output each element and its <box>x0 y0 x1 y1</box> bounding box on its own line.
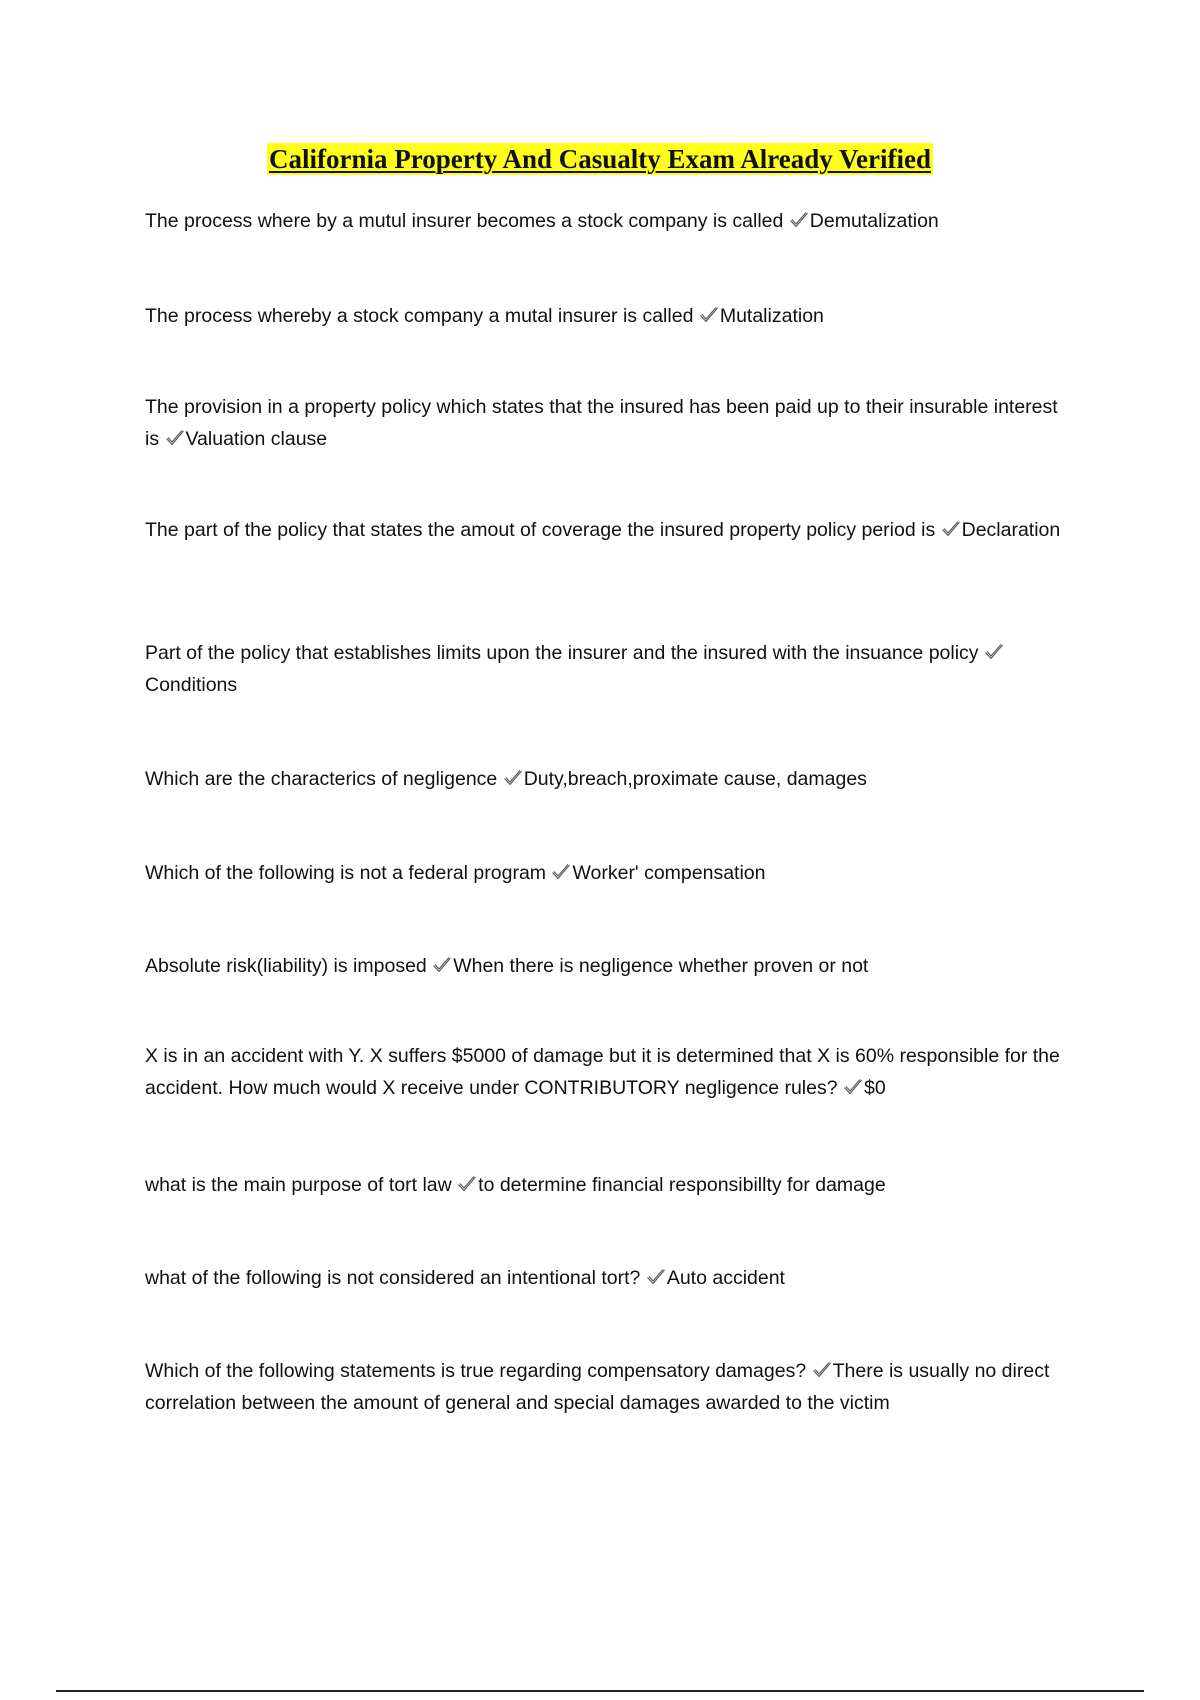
answer-text: There is usually no direct correlation between the amount of general and special damages awarded to the victim <box>145 1360 1050 1414</box>
question-text: The process whereby a stock company a mutal insurer is called <box>145 305 699 327</box>
answer-text: Declaration <box>961 519 1061 541</box>
qa-item <box>145 950 1070 982</box>
answer-text: When there is negligence whether proven or not <box>453 955 869 977</box>
answer-text: Worker' compensation <box>572 862 766 884</box>
question-text: Part of the policy that establishes limits upon the insurer and the insured with the insuance policy <box>145 642 984 664</box>
question-text: Which of the following statements is true regarding compensatory damages? <box>145 1360 812 1382</box>
qa-item <box>145 637 1070 701</box>
answer-text: Auto accident <box>666 1267 785 1289</box>
answer-text: Duty,breach,proximate cause, damages <box>523 768 867 790</box>
check-mark-icon <box>432 956 452 974</box>
qa-item <box>145 1169 1070 1201</box>
answer-text: $0 <box>864 1077 886 1099</box>
check-mark-icon <box>812 1361 832 1379</box>
footer-divider <box>56 1690 1144 1692</box>
question-text: Which of the following is not a federal program <box>145 862 552 884</box>
answer-text: Mutalization <box>719 305 824 327</box>
check-mark-icon <box>843 1078 863 1096</box>
check-mark-icon <box>789 211 809 229</box>
question-text: The process where by a mutul insurer becomes a stock company is called <box>145 210 789 232</box>
answer-text: to determine financial responsibillty for damage <box>478 1174 886 1196</box>
qa-item <box>145 763 1070 795</box>
question-text: X is in an accident with Y. X suffers $5000 of damage but it is determined that X is 60% responsible for the accident. How much would X receive under CONTRIBUTORY negligence rules? <box>145 1045 1060 1099</box>
answer-text: Conditions <box>145 674 238 696</box>
question-text: what of the following is not considered an intentional tort? <box>145 1267 646 1289</box>
document-title: California Property And Casualty Exam Already Verified <box>268 144 931 174</box>
check-mark-icon <box>457 1175 477 1193</box>
check-mark-icon <box>646 1268 666 1286</box>
question-text: The provision in a property policy which states that the insured has been paid up to their insurable interest is <box>145 396 1058 450</box>
qa-item <box>145 1355 1070 1419</box>
question-text: The part of the policy that states the amout of coverage the insured property policy period is <box>145 519 941 541</box>
check-mark-icon <box>984 643 1004 661</box>
qa-item <box>145 1262 1070 1294</box>
qa-item <box>145 300 1070 332</box>
check-mark-icon <box>503 769 523 787</box>
check-mark-icon <box>551 863 571 881</box>
qa-item <box>145 1040 1070 1104</box>
check-mark-icon <box>941 520 961 538</box>
qa-item <box>145 514 1070 546</box>
question-text: Absolute risk(liability) is imposed <box>145 955 433 977</box>
qa-item <box>145 205 1070 237</box>
answer-text: Valuation clause <box>185 428 328 450</box>
answer-text: Demutalization <box>809 210 939 232</box>
title-container <box>0 143 1200 175</box>
qa-item <box>145 857 1070 889</box>
qa-item <box>145 391 1070 455</box>
question-text: what is the main purpose of tort law <box>145 1174 458 1196</box>
question-text: Which are the characterics of negligence <box>145 768 503 790</box>
check-mark-icon <box>699 306 719 324</box>
check-mark-icon <box>165 429 185 447</box>
